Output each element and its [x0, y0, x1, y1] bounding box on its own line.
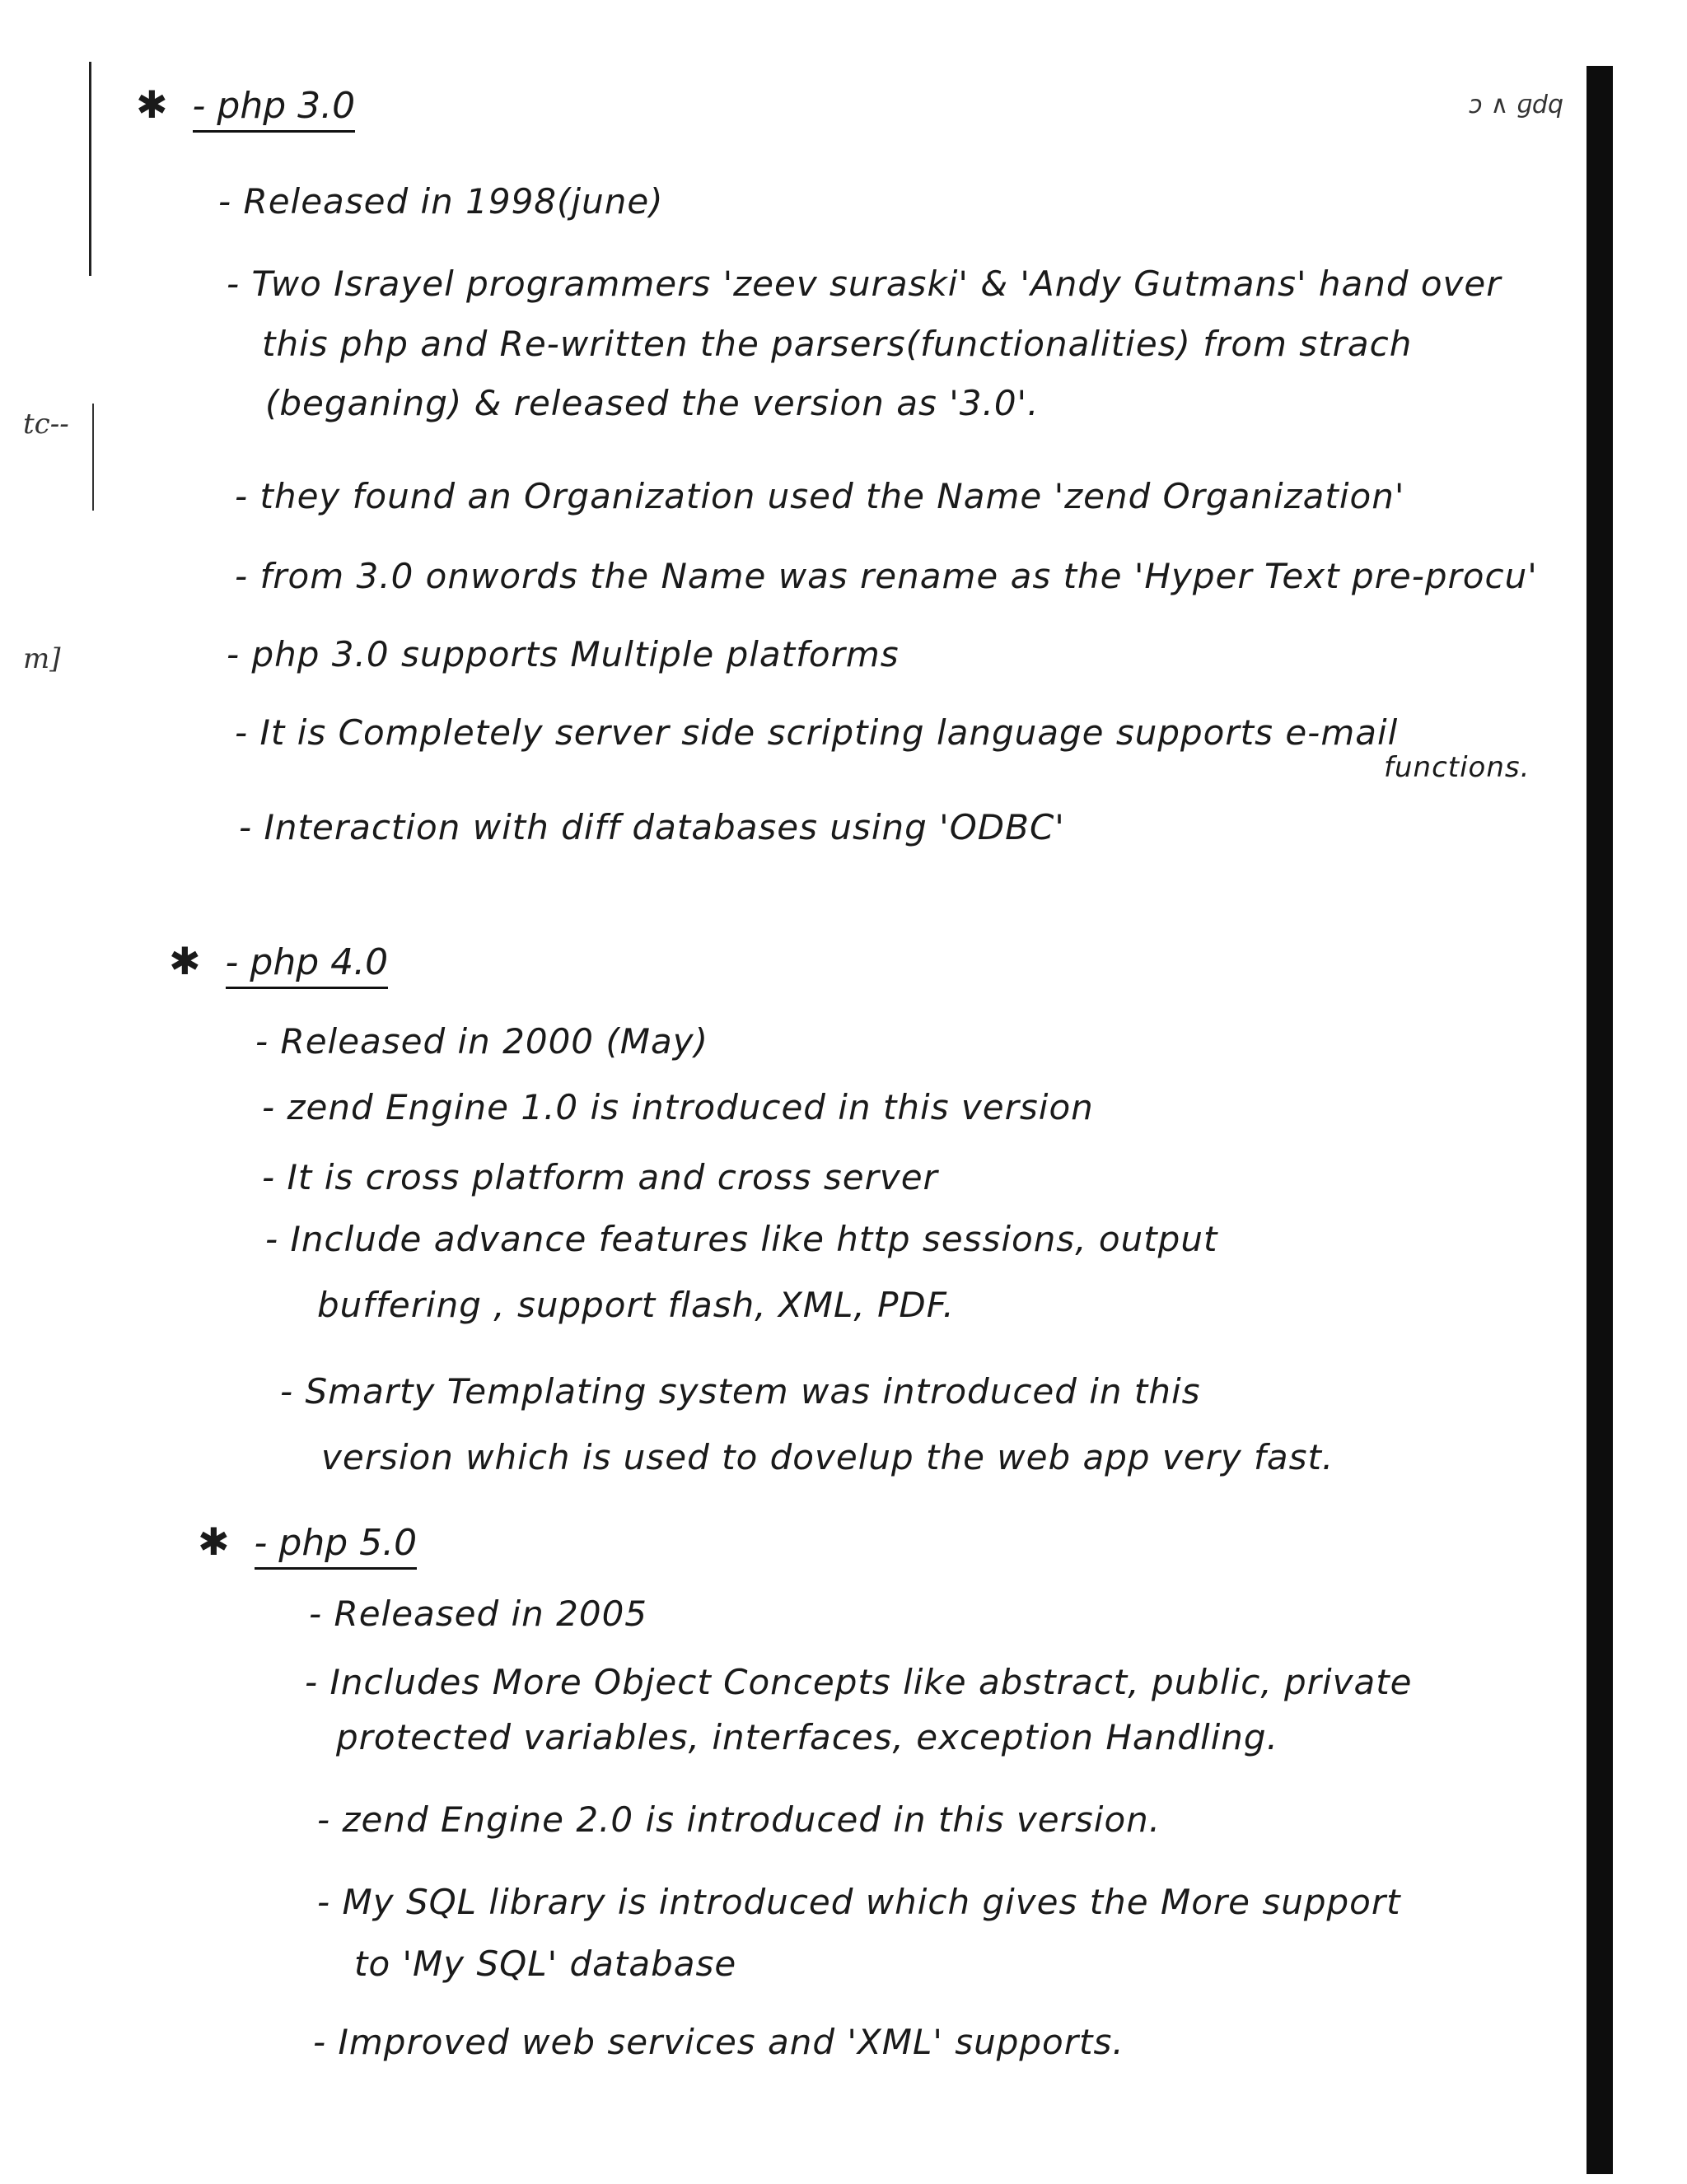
- heading-text: - php 5.0: [255, 1522, 418, 1570]
- margin-line: [89, 62, 91, 276]
- note-line: - Released in 1998(june): [218, 181, 664, 222]
- note-line: version which is used to dovelup the web app very fast.: [321, 1437, 1334, 1477]
- star-icon: ✱: [169, 939, 201, 983]
- corner-mark: ɔ ∧ ɡdq: [1469, 91, 1563, 119]
- heading-text: - php 4.0: [226, 941, 389, 989]
- note-line: (beganing) & released the version as '3.0'.: [265, 383, 1040, 423]
- margin-note: m]: [23, 642, 61, 675]
- note-line: - zend Engine 1.0 is introduced in this version: [262, 1087, 1094, 1127]
- margin-line: [92, 404, 94, 511]
- note-line: this php and Re-written the parsers(functionalities) from strach: [262, 324, 1413, 364]
- note-line: - It is cross platform and cross server: [262, 1157, 938, 1197]
- note-line: - php 3.0 supports Multiple platforms: [227, 634, 900, 674]
- note-line: - Include advance features like http sessions, output: [265, 1219, 1218, 1259]
- section-heading-php5: [198, 1519, 417, 1564]
- star-icon: ✱: [136, 82, 168, 127]
- note-line: buffering , support flash, XML, PDF.: [317, 1285, 955, 1325]
- note-line: - My SQL library is introduced which gives the More support: [317, 1882, 1401, 1922]
- note-line: - Two Israyel programmers 'zeev suraski' & 'Andy Gutmans' hand over: [227, 264, 1502, 304]
- note-line: to 'My SQL' database: [354, 1944, 737, 1984]
- note-line: - zend Engine 2.0 is introduced in this version.: [317, 1799, 1161, 1840]
- section-heading-php3: [136, 82, 355, 127]
- note-line: functions.: [1384, 751, 1530, 784]
- section-heading-php4: [169, 939, 388, 983]
- note-line: - Released in 2000 (May): [255, 1021, 708, 1062]
- note-line: - Interaction with diff databases using 'ODBC': [239, 807, 1065, 847]
- note-line: protected variables, interfaces, exception Handling.: [336, 1717, 1278, 1757]
- heading-text: - php 3.0: [193, 85, 356, 133]
- note-line: - Released in 2005: [309, 1594, 648, 1634]
- scan-edge: [1587, 66, 1613, 2174]
- note-line: - Smarty Templating system was introduced in this: [280, 1371, 1201, 1412]
- note-line: - It is Completely server side scripting language supports e-mail: [235, 712, 1399, 753]
- note-line: - they found an Organization used the Name 'zend Organization': [235, 476, 1405, 516]
- note-line: - Improved web services and 'XML' supports.: [313, 2022, 1124, 2062]
- note-line: - from 3.0 onwords the Name was rename as the 'Hyper Text pre-procu': [235, 556, 1538, 596]
- star-icon: ✱: [198, 1519, 230, 1564]
- margin-note: tc--: [23, 408, 69, 441]
- note-line: - Includes More Object Concepts like abstract, public, private: [305, 1662, 1413, 1702]
